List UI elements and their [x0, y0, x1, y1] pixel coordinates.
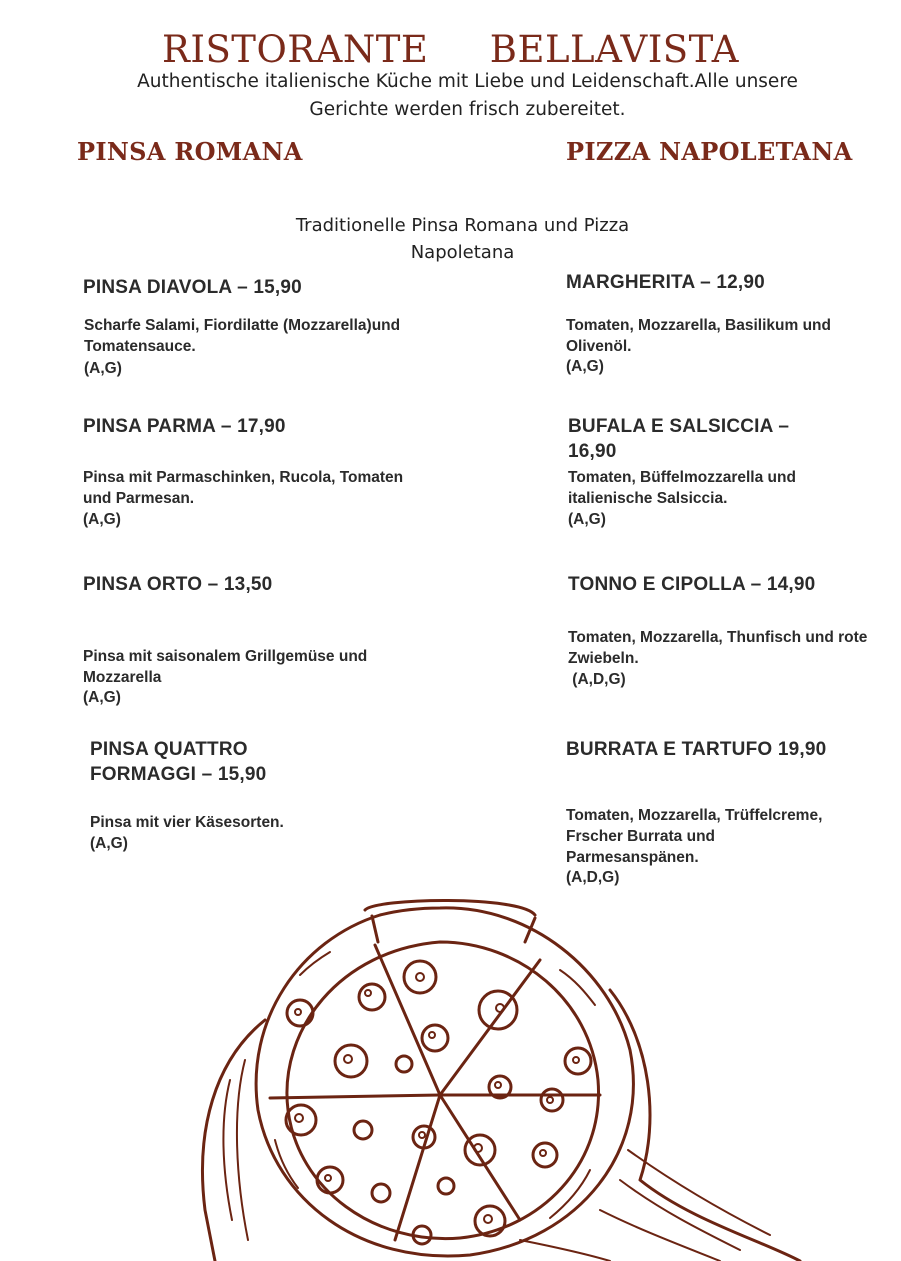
menu-item-title: PINSA QUATTRO FORMAGGI – 15,90 [90, 739, 267, 785]
menu-item-allergens: (A,G) [568, 511, 606, 528]
menu-item-title: MARGHERITA – 12,90 [566, 272, 765, 293]
menu-item-title: PINSA PARMA – 17,90 [83, 416, 286, 437]
menu-item-allergens: (A,G) [84, 360, 122, 377]
menu-item-allergens: (A,G) [83, 689, 121, 706]
menu-item-allergens: (A,G) [90, 835, 128, 852]
menu-item-description: Tomaten, Mozzarella, Basilikum und Olivenöl. [566, 317, 831, 355]
menu-intro: Traditionelle Pinsa Romana und Pizza Napoletana [295, 215, 630, 263]
menu-item-description: Pinsa mit Parmaschinken, Rucola, Tomaten und Parmesan. [83, 469, 404, 507]
restaurant-subtitle: Authentische italienische Küche mit Liebe und Leidenschaft.Alle unsere Gerichte werden frisch zubereitet. [137, 71, 798, 120]
menu-item-description: Tomaten, Büffelmozzarella und italienische Salsiccia. [568, 469, 796, 507]
menu-item-title: PINSA DIAVOLA – 15,90 [83, 277, 302, 298]
menu-item-title: BURRATA E TARTUFO 19,90 [566, 739, 827, 760]
menu-item-allergens: (A,G) [83, 511, 121, 528]
restaurant-title: RISTORANTE BELLAVISTA [161, 28, 740, 71]
menu-item-description: Tomaten, Mozzarella, Thunfisch und rote Zwiebeln. [568, 629, 868, 667]
menu-item-title: BUFALA E SALSICCIA – 16,90 [568, 416, 790, 462]
menu-item-description: Pinsa mit saisonalem Grillgemüse und Mozzarella [83, 648, 368, 686]
menu-item-title: PINSA ORTO – 13,50 [83, 574, 273, 595]
menu-item-description: Pinsa mit vier Käsesorten. [90, 814, 284, 831]
section-heading-pinsa: PINSA ROMANA [77, 137, 303, 166]
section-heading-pizza: PIZZA NAPOLETANA [566, 137, 853, 166]
menu-item-description: Tomaten, Mozzarella, Trüffelcreme, Frscher Burrata und Parmesanspänen. [566, 807, 823, 866]
menu-item-allergens: (A,D,G) [566, 869, 620, 886]
pizza-on-peel-icon [0, 880, 901, 1261]
menu-item-allergens: (A,G) [566, 358, 604, 375]
menu-item-description: Scharfe Salami, Fiordilatte (Mozzarella)und Tomatensauce. [84, 317, 401, 355]
menu-item-title: TONNO E CIPOLLA – 14,90 [568, 574, 816, 595]
menu-item-allergens: (A,D,G) [568, 671, 626, 688]
